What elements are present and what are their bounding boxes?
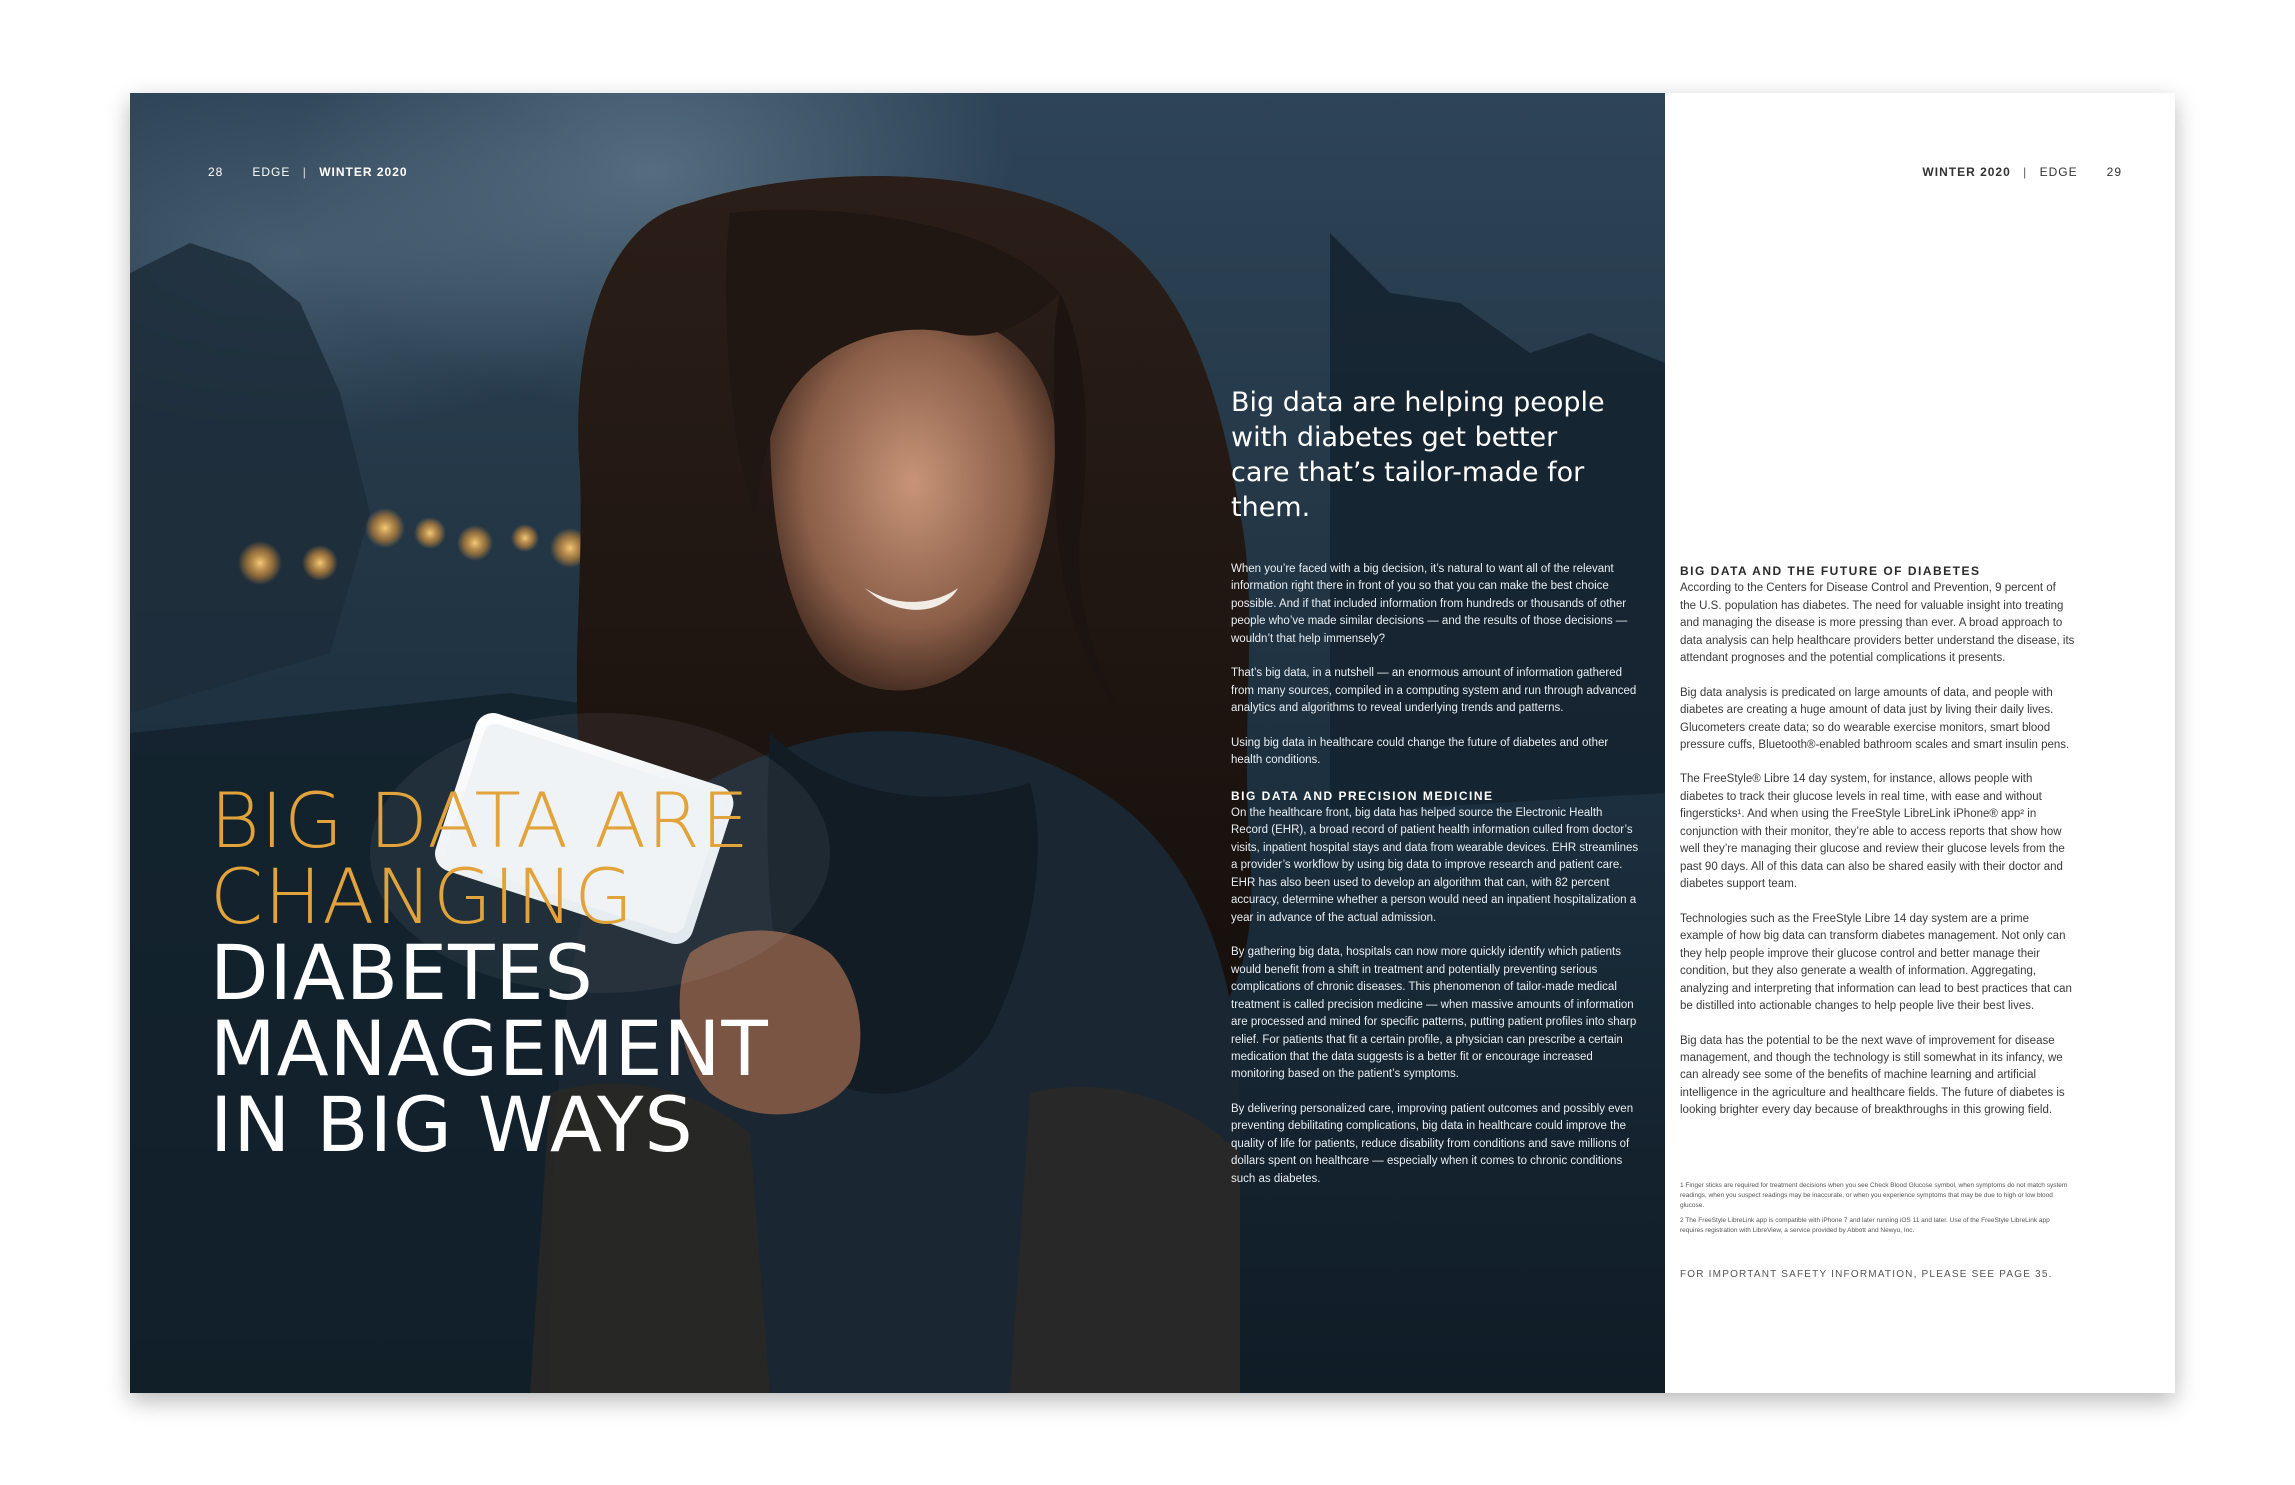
footnote-2: 2 The FreeStyle LibreLink app is compatible with iPhone 7 and later running iOS 11 and later. Use of the FreeStyle LibreLink app requires registration with LibreView, a service provided by Abbott and Newyu, Inc. bbox=[1680, 1217, 2050, 1234]
headline-line-1: BIG DATA ARE bbox=[210, 776, 750, 865]
col1-paragraph-4: On the healthcare front, big data has helped source the Electronic Health Record (EHR), a broad record of patient health information culled from doctor’s visits, inpatient hospital stays and data from wearable devices. EHR streamlines a provider’s workflow by using big data to improve research and patient care. EHR has also been used to develop an algorithm that can, with 82 percent accuracy, determine whether a person would need an inpatient hospitalization a year in advance of the actual admission. bbox=[1231, 806, 1639, 924]
col1-paragraph-5: By gathering big data, hospitals can now more quickly identify which patients would benefit from a shift in treatment and potentially preventing serious complications of chronic diseases. This phenomenon of tailor-made medical treatment is called precision medicine — when massive amounts of information are processed and mined for specific patterns, putting patient profiles into sharp relief. For patients that fit a certain profile, a physician can prescribe a certain medication that the data suggests is a better fit or encourage increased monitoring based on the patient’s symptoms. bbox=[1231, 946, 1637, 1081]
footnote-1: 1 Finger sticks are required for treatment decisions when you see Check Blood Glucose symbol, when symptoms do not match system readings, when you suspect readings may be inaccurate, or when you experience symptoms that may be due to high or low blood glucose. bbox=[1680, 1182, 2068, 1209]
col2-paragraph-3: The FreeStyle® Libre 14 day system, for instance, allows people with diabetes to track their glucose levels in real time, with ease and without fingersticks¹. And when using the FreeStyle LibreLink iPhone® app² in conjunction with their monitor, they’re able to access reports that show how well they’re managing their glucose and review their glucose levels from the past 90 days. All of this data can also be shared easily with their doctor and diabetes support team. bbox=[1680, 773, 2065, 891]
headline-line-3: DIABETES bbox=[210, 928, 594, 1017]
col1-paragraph-1: When you’re faced with a big decision, it’s natural to want all of the relevant information right there in front of you so that you can make the best choice possible. And if that included information from hundreds or thousands of other people who’ve made similar decisions — and the results of those decisions — wouldn’t that help immensely? bbox=[1231, 563, 1628, 645]
right-issue-label: WINTER 2020 bbox=[1922, 165, 2011, 179]
article-deck: Big data are helping people with diabetes get better care that’s tailor-made for them. bbox=[1231, 387, 1605, 524]
subhead-precision-medicine: BIG DATA AND PRECISION MEDICINE bbox=[1231, 788, 1494, 803]
left-page-photo bbox=[130, 93, 1665, 1393]
body-column-1 bbox=[1231, 561, 1641, 1205]
col1-paragraph-3: Using big data in healthcare could change the future of diabetes and other health conditions. bbox=[1231, 736, 1609, 767]
footnotes bbox=[1680, 1181, 2075, 1242]
headline-line-5: IN BIG WAYS bbox=[210, 1080, 694, 1169]
col1-paragraph-6: By delivering personalized care, improving patient outcomes and possibly even preventing debilitating complications, big data in healthcare could improve the quality of life for patients, reduce disability from conditions and save millions of dollars spent on healthcare — especially when it comes to chronic conditions such as diabetes. bbox=[1231, 1102, 1634, 1185]
left-page-number: 28 bbox=[208, 165, 224, 179]
right-page-header: WINTER 2020 | EDGE 29 bbox=[1922, 165, 2122, 179]
body-column-2 bbox=[1680, 562, 2075, 1137]
col2-paragraph-2: Big data analysis is predicated on large amounts of data, and people with diabetes are creating a huge amount of data just by living their daily lives. Glucometers create data; so do wearable exercise monitors, smart blood pressure cuffs, Bluetooth®-enabled bathroom scales and smart insulin pens. bbox=[1680, 686, 2070, 751]
left-page-header: 28 EDGE | WINTER 2020 bbox=[208, 165, 408, 179]
right-page bbox=[1665, 93, 2175, 1393]
article-headline bbox=[210, 776, 769, 1169]
magazine-spread bbox=[130, 93, 2175, 1393]
col2-paragraph-4: Technologies such as the FreeStyle Libre 14 day system are a prime example of how big data can transform diabetes management. Not only can they help people improve their glucose control and better manage their condition, but they also generate a wealth of information. Aggregating, analyzing and interpreting that information can lead to best practices that can be distilled into actionable changes to help people live their best lives. bbox=[1680, 912, 2072, 1013]
left-issue-label: WINTER 2020 bbox=[319, 165, 408, 179]
subhead-future-of-diabetes: BIG DATA AND THE FUTURE OF DIABETES bbox=[1680, 564, 1981, 578]
col2-paragraph-5: Big data has the potential to be the next wave of improvement for disease management, and though the technology is still somewhat in its infancy, we can already see some of the benefits of machine learning and artificial intelligence in the agriculture and healthcare fields. The future of diabetes is looking brighter every day because of breakthroughs in this growing field. bbox=[1680, 1034, 2065, 1117]
col1-paragraph-2: That’s big data, in a nutshell — an enormous amount of information gathered from many sources, compiled in a computing system and run through advanced analytics and algorithms to reveal underlying trends and patterns. bbox=[1231, 667, 1637, 715]
safety-information-note: FOR IMPORTANT SAFETY INFORMATION, PLEASE SEE PAGE 35. bbox=[1680, 1269, 2053, 1280]
left-magazine-name: EDGE bbox=[252, 165, 291, 179]
headline-line-2: CHANGING bbox=[210, 852, 635, 941]
col2-paragraph-1: According to the Centers for Disease Control and Prevention, 9 percent of the U.S. population has diabetes. The need for valuable insight into treating and managing the disease is more pressing than ever. A broad approach to data analysis can help healthcare providers better understand the disease, its attendant prognoses and the potential complications it presents. bbox=[1680, 582, 2075, 665]
headline-line-4: MANAGEMENT bbox=[210, 1004, 769, 1093]
right-magazine-name: EDGE bbox=[2039, 165, 2078, 179]
right-page-number: 29 bbox=[2106, 165, 2122, 179]
